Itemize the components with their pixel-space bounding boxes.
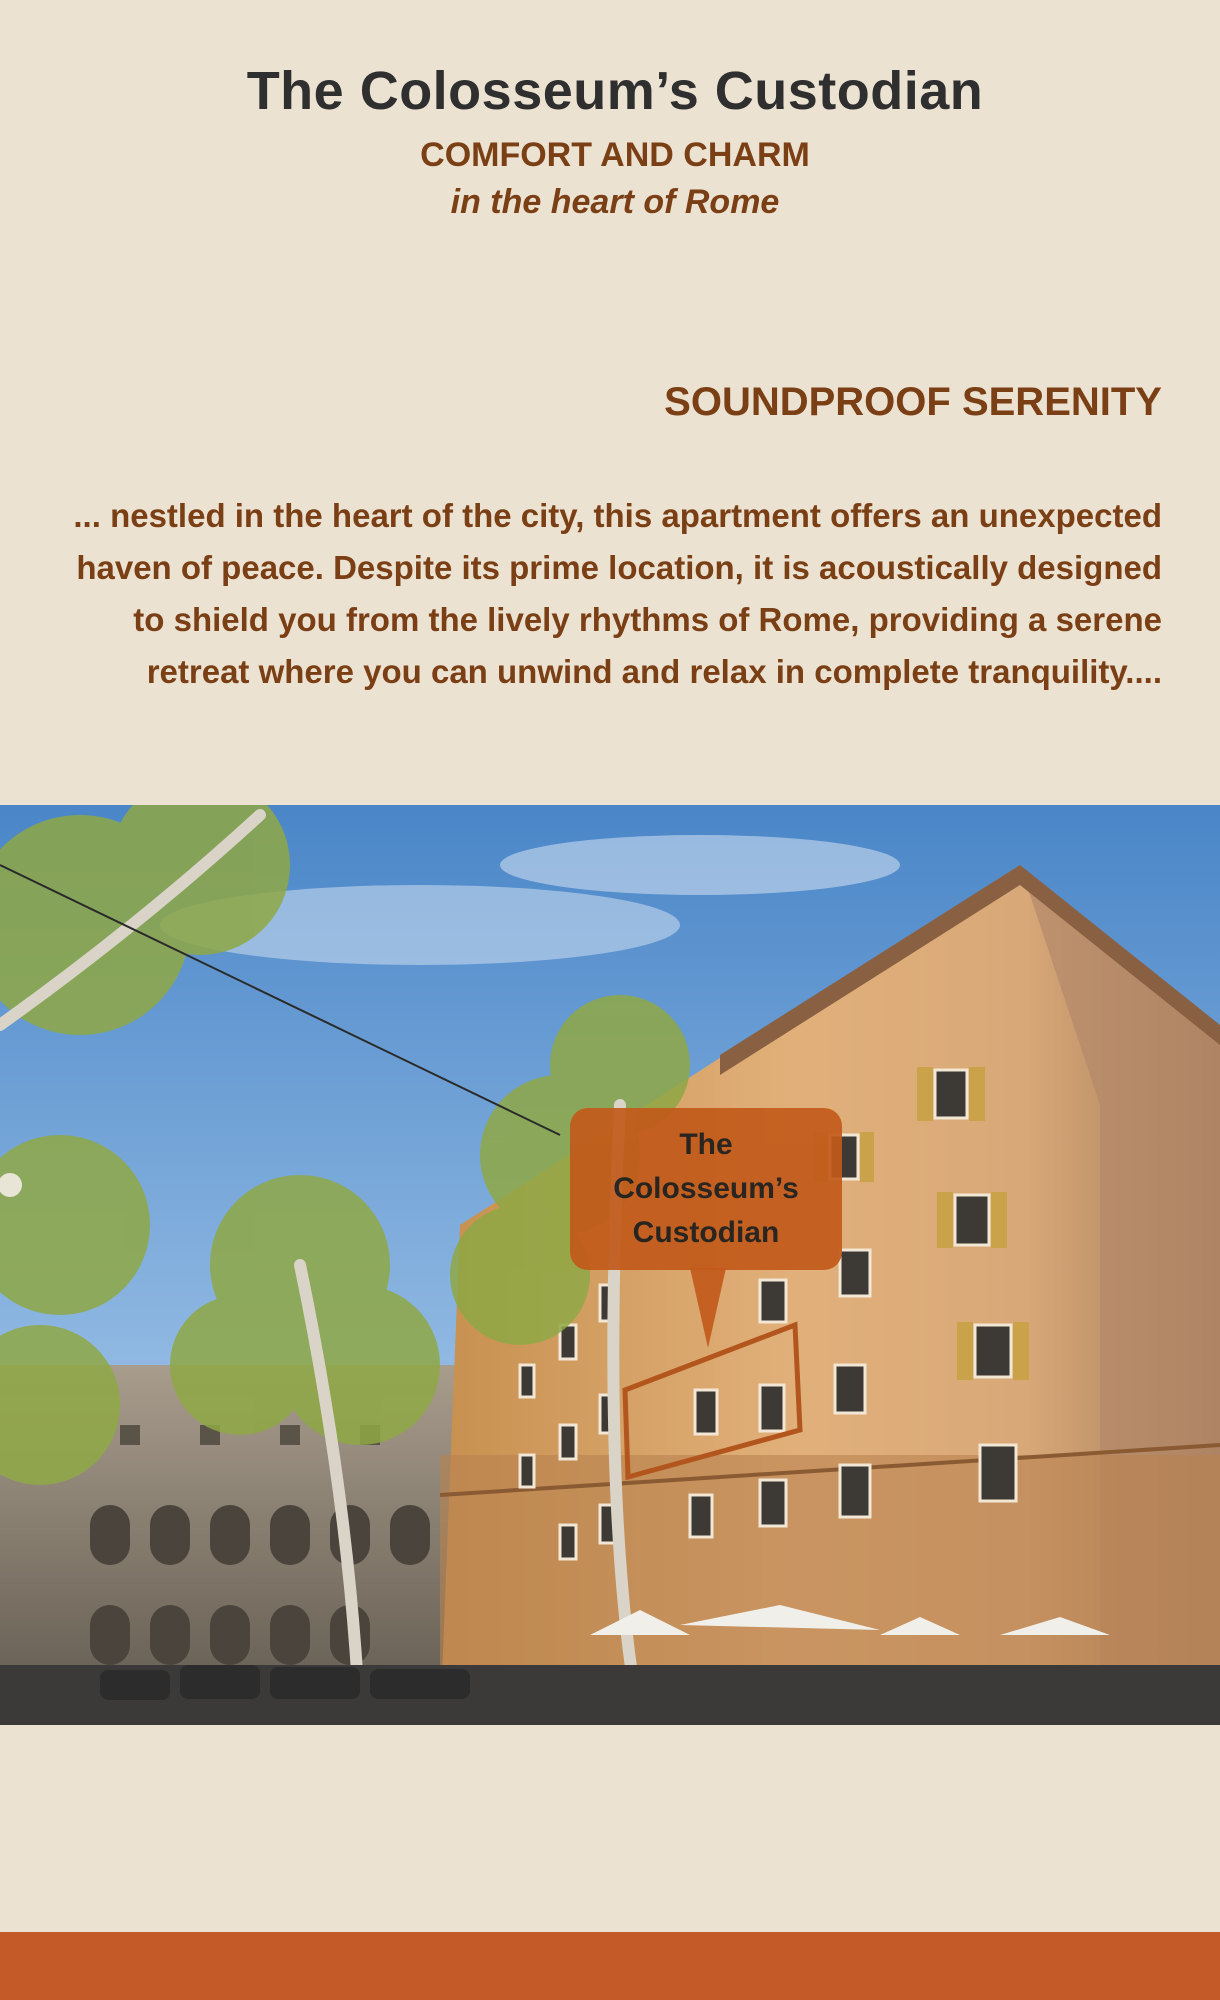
- location-callout: [570, 1108, 842, 1270]
- subtagline: in the heart of Rome: [450, 183, 780, 221]
- callout-line-2: Colosseum’s: [613, 1172, 799, 1205]
- callout-label: [603, 1123, 809, 1255]
- tagline: COMFORT AND CHARM: [420, 136, 810, 174]
- callout-pointer: [690, 1268, 726, 1348]
- header: [0, 60, 1220, 222]
- callout-line-3: Custodian: [632, 1216, 780, 1249]
- section-heading: SOUNDPROOF SERENITY: [664, 380, 1162, 424]
- callout-line-1: The: [679, 1128, 733, 1161]
- page-title: The Colosseum’s Custodian: [246, 61, 984, 121]
- description-paragraph: ... nestled in the heart of the city, this apartment offers an unexpected haven of peace. Despite its prime location, it is acoustically designed to shield you from the lively rhythms of Rome, providing a serene retreat where you can unwind and relax in complete tranquility....: [73, 497, 1162, 690]
- footer-bar: [0, 1932, 1220, 2000]
